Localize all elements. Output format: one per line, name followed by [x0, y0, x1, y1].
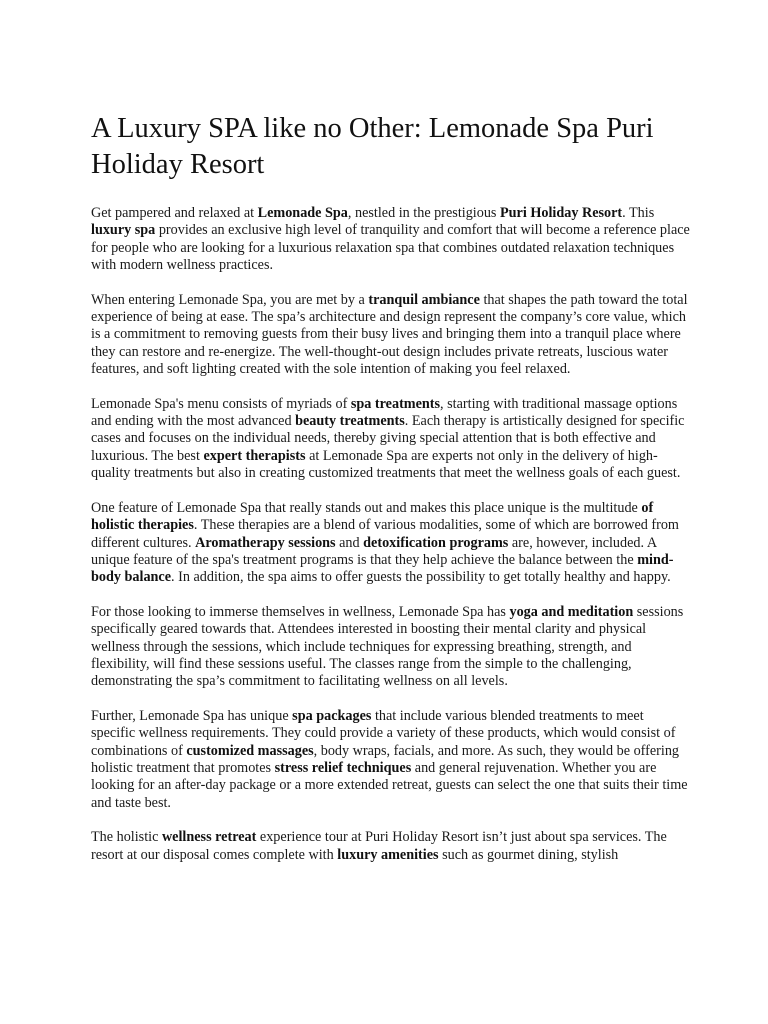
article-body	[91, 205, 691, 864]
paragraph-4	[91, 500, 691, 587]
text-run: One feature of Lemonade Spa that really stands out and makes this place unique is the multitude	[91, 499, 642, 516]
text-run: are, however, included. A unique feature of the spa's treatment programs is that they help achieve the balance between the	[91, 534, 657, 568]
paragraph-3	[91, 396, 691, 483]
paragraph-5	[91, 604, 691, 691]
text-run: that include various blended treatments to meet specific wellness requirements. They could provide a variety of these products, which would consist of combinations of	[91, 707, 676, 759]
text-run: , body wraps, facials, and more. As such, they would be offering holistic treatment that promotes	[91, 742, 680, 776]
text-run: When entering Lemonade Spa, you are met by a	[91, 291, 369, 308]
text-run: provides an exclusive high level of tranquility and comfort that will become a reference place for people who are looking for a luxurious relaxation spa that combines outdated relaxation techniques with modern wellness practices.	[91, 222, 690, 274]
bold-keyword: Aromatherapy sessions	[195, 534, 336, 551]
bold-keyword: wellness retreat	[161, 829, 257, 846]
text-run: experience tour at Puri Holiday Resort isn’t just about spa services. The resort at our disposal comes complete with	[91, 829, 667, 863]
text-run: and general rejuvenation. Whether you are looking for an after-day package or a more extended retreat, guests can select the one that suits their time and taste best.	[91, 759, 688, 811]
text-run: that shapes the path toward the total experience of being at ease. The spa’s architecture and design represent the company’s core value, which is a commitment to removing guests from their busy lives and bringing them into a tranquil place where they can restore and re-energize. The well-thought-out design includes private retreats, luscious water features, and soft lighting created with the sole intention of making you feel relaxed.	[91, 291, 688, 378]
bold-keyword: stress relief techniques	[274, 759, 412, 776]
bold-keyword: customized massages	[186, 742, 314, 759]
bold-keyword: of holistic therapies	[91, 499, 654, 534]
text-run: The holistic	[91, 829, 162, 846]
text-run: Further, Lemonade Spa has unique	[91, 707, 293, 724]
text-run: . Each therapy is artistically designed for specific cases and focuses on the individual needs, thereby giving special attention that is both effective and luxurious. The best	[91, 413, 685, 464]
text-run: For those looking to immerse themselves in wellness, Lemonade Spa has	[91, 603, 510, 620]
bold-keyword: beauty treatments	[295, 413, 405, 430]
text-run: , starting with traditional massage options and ending with the most advanced	[91, 395, 678, 430]
text-run: . This	[622, 205, 655, 221]
text-run: and	[335, 534, 364, 551]
text-run: Lemonade Spa's menu consists of myriads of	[91, 395, 351, 412]
text-run: sessions specifically geared towards that. Attendees interested in boosting their mental clarity and physical wellness through the sessions, which include techniques for expressing breathing, strength, and flexibility, will find these sessions useful. The classes range from the simple to the challenging, demonstrating the spa’s commitment to facilitating wellness on all levels.	[91, 603, 684, 690]
bold-keyword: yoga and meditation	[509, 603, 634, 620]
bold-keyword: spa packages	[292, 707, 372, 724]
paragraph-1	[91, 205, 691, 275]
bold-keyword: mind-body balance	[91, 551, 674, 586]
text-run: at Lemonade Spa are experts not only in the delivery of high-quality treatments but also in creating customized treatments that meet the wellness goals of each guest.	[91, 447, 681, 482]
bold-keyword: luxury amenities	[337, 846, 439, 863]
bold-keyword: Lemonade Spa	[257, 205, 348, 221]
text-run: such as gourmet dining, stylish	[438, 846, 619, 863]
article-title: A Luxury SPA like no Other: Lemonade Spa Puri Holiday Resort	[91, 113, 654, 180]
document-page	[91, 111, 691, 881]
bold-keyword: Puri Holiday Resort	[500, 205, 623, 221]
text-run: . These therapies are a blend of various modalities, some of which are borrowed from different cultures.	[91, 517, 679, 551]
text-run: , nestled in the prestigious	[347, 205, 500, 221]
text-run: . In addition, the spa aims to offer guests the possibility to get totally healthy and happy.	[171, 569, 671, 586]
paragraph-2	[91, 292, 691, 379]
bold-keyword: expert therapists	[203, 447, 306, 464]
bold-keyword: detoxification programs	[363, 534, 509, 551]
text-run: Get pampered and relaxed at	[91, 205, 258, 221]
paragraph-6	[91, 708, 691, 812]
paragraph-7	[91, 829, 691, 864]
bold-keyword: spa treatments	[350, 395, 441, 412]
bold-keyword: tranquil ambiance	[368, 291, 480, 308]
bold-keyword: luxury spa	[91, 222, 156, 239]
